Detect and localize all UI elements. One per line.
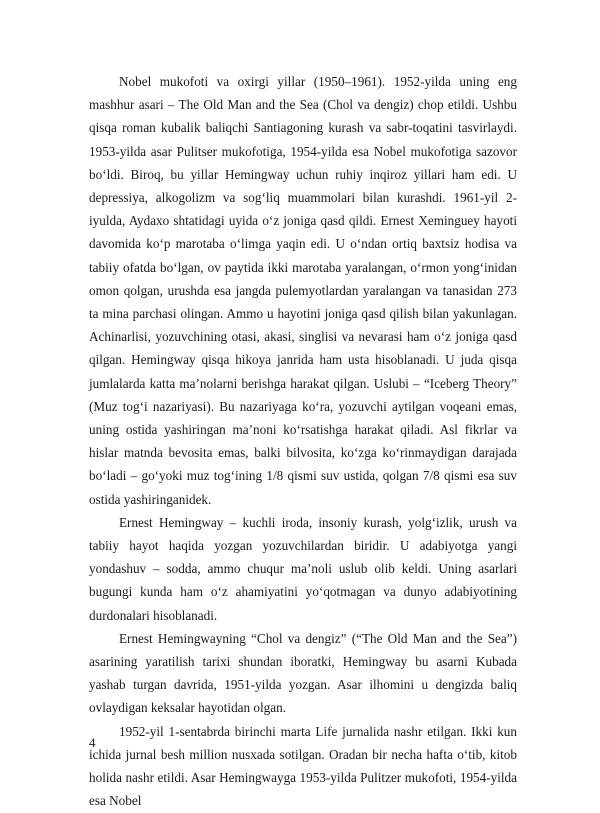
paragraph-old-man-history: Ernest Hemingwayning “Chol va dengiz” (“The Old Man and the Sea”) asarining yaratilish tarixi shundan iboratki, Hemingway bu asarni Kubada yashab turgan davrida, 1951-yilda yozgan. Asar ilhomini u dengizda baliq ovlaydigan keksalar hayotidan olgan.: [89, 630, 517, 716]
paragraph-life-magazine: 1952-yil 1-sentabrda birinchi marta Life jurnalida nashr etilgan. Ikki kun ichida jurnal besh million nusxada sotilgan. Oradan bir necha hafta o‘tib, kitob holida nashr etildi. Asar Hemingwayga 1953-yilda Pulitzer mukofoti, 1954-yilda esa Nobel: [89, 723, 517, 809]
paragraph-hemingway-summary: Ernest Hemingway – kuchli iroda, insoniy kurash, yolg‘izlik, urush va tabiiy hayot haqida yozgan yozuvchilardan biridir. U adabiyotga yangi yondashuv – sodda, ammo chuqur ma’noli uslub olib keldi. Uning asarlari bugungi kunda ham o‘z ahamiyatini yo‘qotmagan va dunyo adabiyotining durdonalari hisoblanadi.: [89, 514, 517, 623]
paragraph-nobel-prize: Nobel mukofoti va oxirgi yillar (1950–1961). 1952-yilda uning eng mashhur asari – The Old Man and the Sea (Chol va dengiz) chop etildi. Ushbu qisqa roman kubalik baliqchi Santiagoning kurash va sabr-toqatini tasvirlaydi. 1953-yilda asar Pulitser mukofotiga, 1954-yilda esa Nobel mukofotiga sazovor bo‘ldi. Biroq, bu yillar Hemingway uchun ruhiy inqiroz yillari ham edi. U depressiya, alkogolizm va sog‘liq muammolari bilan kurashdi. 1961-yil 2-iyulda, Aydaxo shtatidagi uyida o‘z joniga qasd qildi. Ernest Xeminguey hayoti davomida ko‘p marotaba o‘limga yaqin edi. U o‘ndan ortiq baxtsiz hodisa va tabiiy ofatda bo‘lgan, ov paytida ikki marotaba yaralangan, o‘rmon yong‘inidan omon qolgan, urushda esa jangda pulemyotlardan yaralangan va tanasidan 273 ta mina parchasi olingan. Ammo u hayotini joniga qasd qilish bilan yakunlagan. Achinarlisi, yozuvchining otasi, akasi, singlisi va nevarasi ham o‘z joniga qasd qilgan. Hemingway qisqa hikoya janrida ham usta hisoblanadi. U juda qisqa jumlalarda katta ma’nolarni berishga harakat qilgan. Uslubi – “Iceberg Theory” (Muz tog‘i nazariyasi). Bu nazariyaga ko‘ra, yozuvchi aytilgan voqeani emas, uning ostida yashiringan ma’noni ko‘rsatishga harakat qiladi. Asl fikrlar va hislar matnda bevosita emas, balki bilvosita, ko‘zga ko‘rinmaydigan darajada bo‘ladi – go‘yoki muz tog‘ining 1/8 qismi suv ustida, qolgan 7/8 qismi esa suv ostida yashiringanidek.: [89, 74, 517, 507]
body-text: [89, 70, 517, 813]
page-number: 4: [89, 735, 96, 750]
